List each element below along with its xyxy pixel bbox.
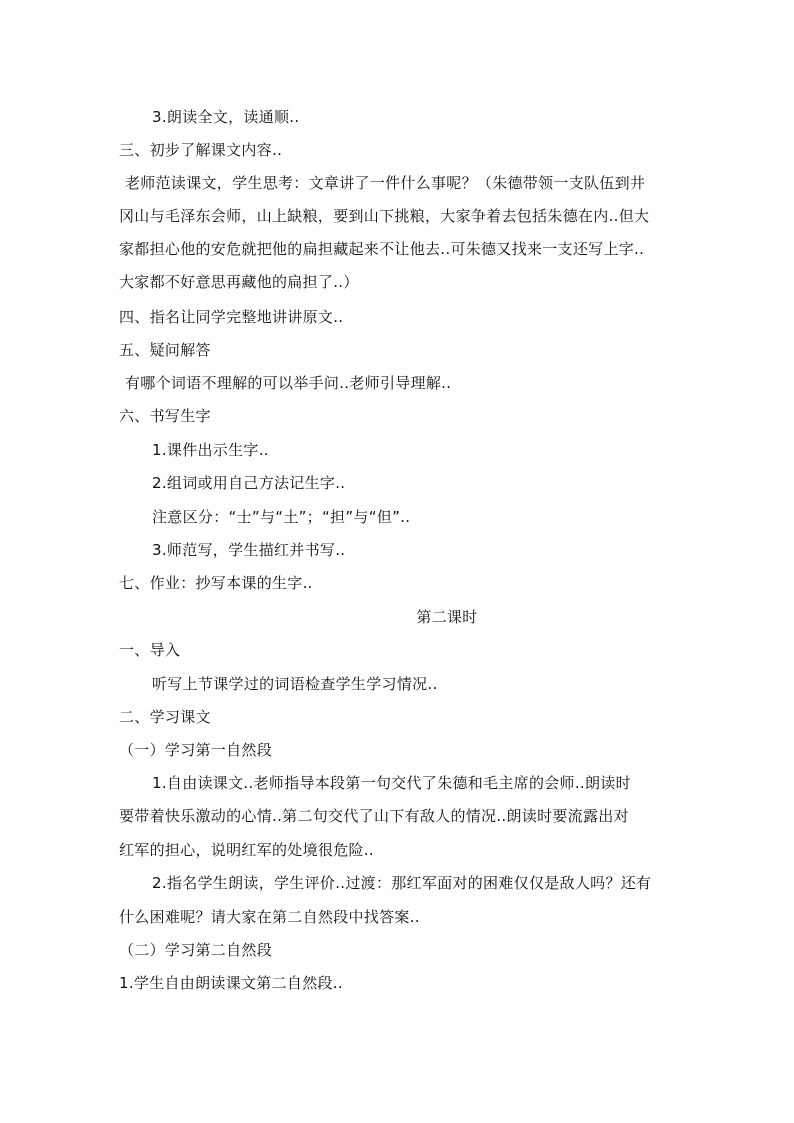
text-line: 1.课件出示生字..	[152, 441, 269, 459]
text-line: 红军的担心，说明红军的处境很危险..	[119, 841, 374, 859]
text-line: 什么困难呢？请大家在第二自然段中找答案..	[119, 908, 420, 926]
section-heading: 一、导入	[119, 641, 181, 659]
text-line: 1.学生自由朗读课文第二自然段..	[119, 974, 343, 992]
text-line: 冈山与毛泽东会师，山上缺粮，要到山下挑粮，大家争着去包括朱德在内..但大	[119, 207, 650, 225]
text-line: 2.指名学生朗读，学生评价..过渡：那红军面对的困难仅仅是敌人吗？还有	[152, 874, 652, 892]
lesson-title: 第二课时	[416, 608, 478, 626]
text-line: 大家都不好意思再藏他的扁担了..）	[119, 273, 359, 291]
subsection-heading: （二）学习第二自然段	[119, 941, 273, 959]
text-line: 1.自由读课文..老师指导本段第一句交代了朱德和毛主席的会师..朗读时	[152, 774, 631, 792]
section-heading: 五、疑问解答	[119, 341, 211, 359]
section-heading: 三、初步了解课文内容..	[119, 141, 283, 159]
section-heading: 四、指名让同学完整地讲讲原文..	[119, 308, 344, 326]
text-line: 3.师范写，学生描红并书写..	[152, 541, 346, 559]
text-line: 3.朗读全文，读通顺..	[152, 108, 300, 126]
section-heading: 七、作业：抄写本课的生字..	[119, 574, 313, 592]
subsection-heading: （一）学习第一自然段	[119, 741, 273, 759]
text-line: 听写上节课学过的词语检查学生学习情况..	[152, 675, 438, 693]
text-line: 有哪个词语不理解的可以举手问..老师引导理解..	[125, 374, 452, 392]
section-heading: 六、书写生字	[119, 407, 211, 425]
text-line: 注意区分：“士”与“土”；“担”与“但”..	[152, 508, 411, 526]
section-heading: 二、学习课文	[119, 708, 211, 726]
text-line: 老师范读课文，学生思考：文章讲了一件什么事呢？（朱德带领一支队伍到井	[125, 174, 646, 192]
text-line: 2.组词或用自己方法记生字..	[152, 474, 346, 492]
text-line: 家都担心他的安危就把他的扁担藏起来不让他去..可朱德又找来一支还写上字..	[119, 240, 645, 258]
text-line: 要带着快乐激动的心情..第二句交代了山下有敌人的情况..朗读时要流露出对	[119, 807, 629, 825]
